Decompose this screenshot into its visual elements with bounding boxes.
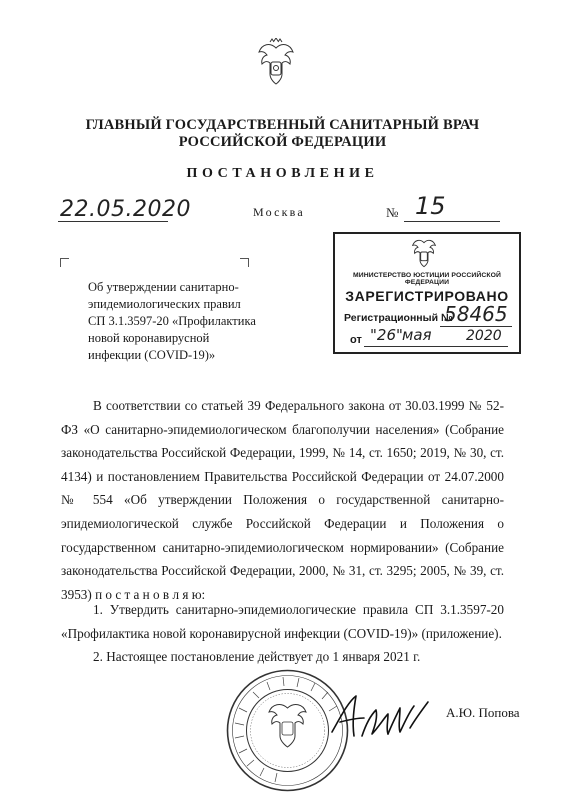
subject-line: инфекции (COVID-19)»: [88, 348, 216, 362]
stamp-reg-underline: [440, 326, 512, 327]
authority-line-1: ГЛАВНЫЙ ГОСУДАРСТВЕННЫЙ САНИТАРНЫЙ ВРАЧ: [85, 117, 480, 133]
authority-line-2: РОССИЙСКОЙ ФЕДЕРАЦИИ: [178, 134, 387, 150]
signature-icon: [326, 688, 436, 748]
resolve-word: п о с т а н о в л я ю:: [95, 586, 206, 602]
subject-line: новой коронавирусной: [88, 331, 210, 345]
stamp-year: 2020: [466, 328, 502, 344]
number-sign: №: [386, 205, 399, 220]
subject-line: Об утверждении санитарно-: [88, 280, 239, 294]
document-date: 22.05.2020: [60, 197, 191, 222]
coat-of-arms-icon: [256, 38, 296, 86]
document-city: Москва: [253, 205, 305, 219]
stamp-month: мая: [402, 326, 432, 344]
document-type-title: ПОСТАНОВЛЕНИЕ: [186, 166, 379, 181]
document-subject: [88, 279, 278, 364]
stamp-ministry: МИНИСТЕРСТВО ЮСТИЦИИ РОССИЙСКОЙ ФЕДЕРАЦИИ: [353, 272, 501, 286]
stamp-date-underline: [364, 346, 508, 347]
stamp-emblem-icon: [410, 236, 438, 268]
subject-corner-left: [60, 258, 69, 267]
signer-name: А.Ю. Попова: [446, 705, 520, 720]
resolution-item-1: 1. Утвердить санитарно-эпидемиологические правила СП 3.1.3597-20 «Профилактика новой коронавирусной инфекции (COVID-19)» (приложение).: [61, 602, 504, 641]
preamble-text: В соответствии со статьей 39 Федерального закона от 30.03.1999 № 52-ФЗ «О санитарно-эпидемиологическом благополучии населения» (Собрание законодательства Российской Федерации, 1999, № 14, ст. 1650; 2019, № 30, ст. 4134) и постановлением Правительства Российской Федерации от 24.07.2000 № 554 «Об утверждении Положения о государственной санитарно-эпидемиологической службе Российской Федерации и Положения о государственном санитарно-эпидемиологическом нормировании» (Собрание законодательства Российской Федерации, 2000, № 31, ст. 3295; 2005, № 39, ст. 3953): [61, 398, 504, 602]
number-underline: [404, 221, 500, 222]
stamp-title: ЗАРЕГИСТРИРОВАНО: [345, 288, 509, 304]
subject-line: эпидемиологических правил: [88, 297, 241, 311]
subject-corner-right: [240, 258, 249, 267]
resolution-item-2: 2. Настоящее постановление действует до 1 января 2021 г.: [93, 649, 421, 664]
stamp-reg-number: 58465: [444, 302, 508, 326]
document-number: 15: [415, 192, 446, 220]
stamp-from-label: от: [350, 334, 362, 346]
stamp-day: "26": [370, 326, 403, 344]
date-underline: [58, 221, 168, 222]
subject-line: СП 3.1.3597-20 «Профилактика: [88, 314, 256, 328]
preamble-paragraph: [61, 394, 504, 606]
stamp-reg-label: Регистрационный №: [344, 312, 453, 324]
